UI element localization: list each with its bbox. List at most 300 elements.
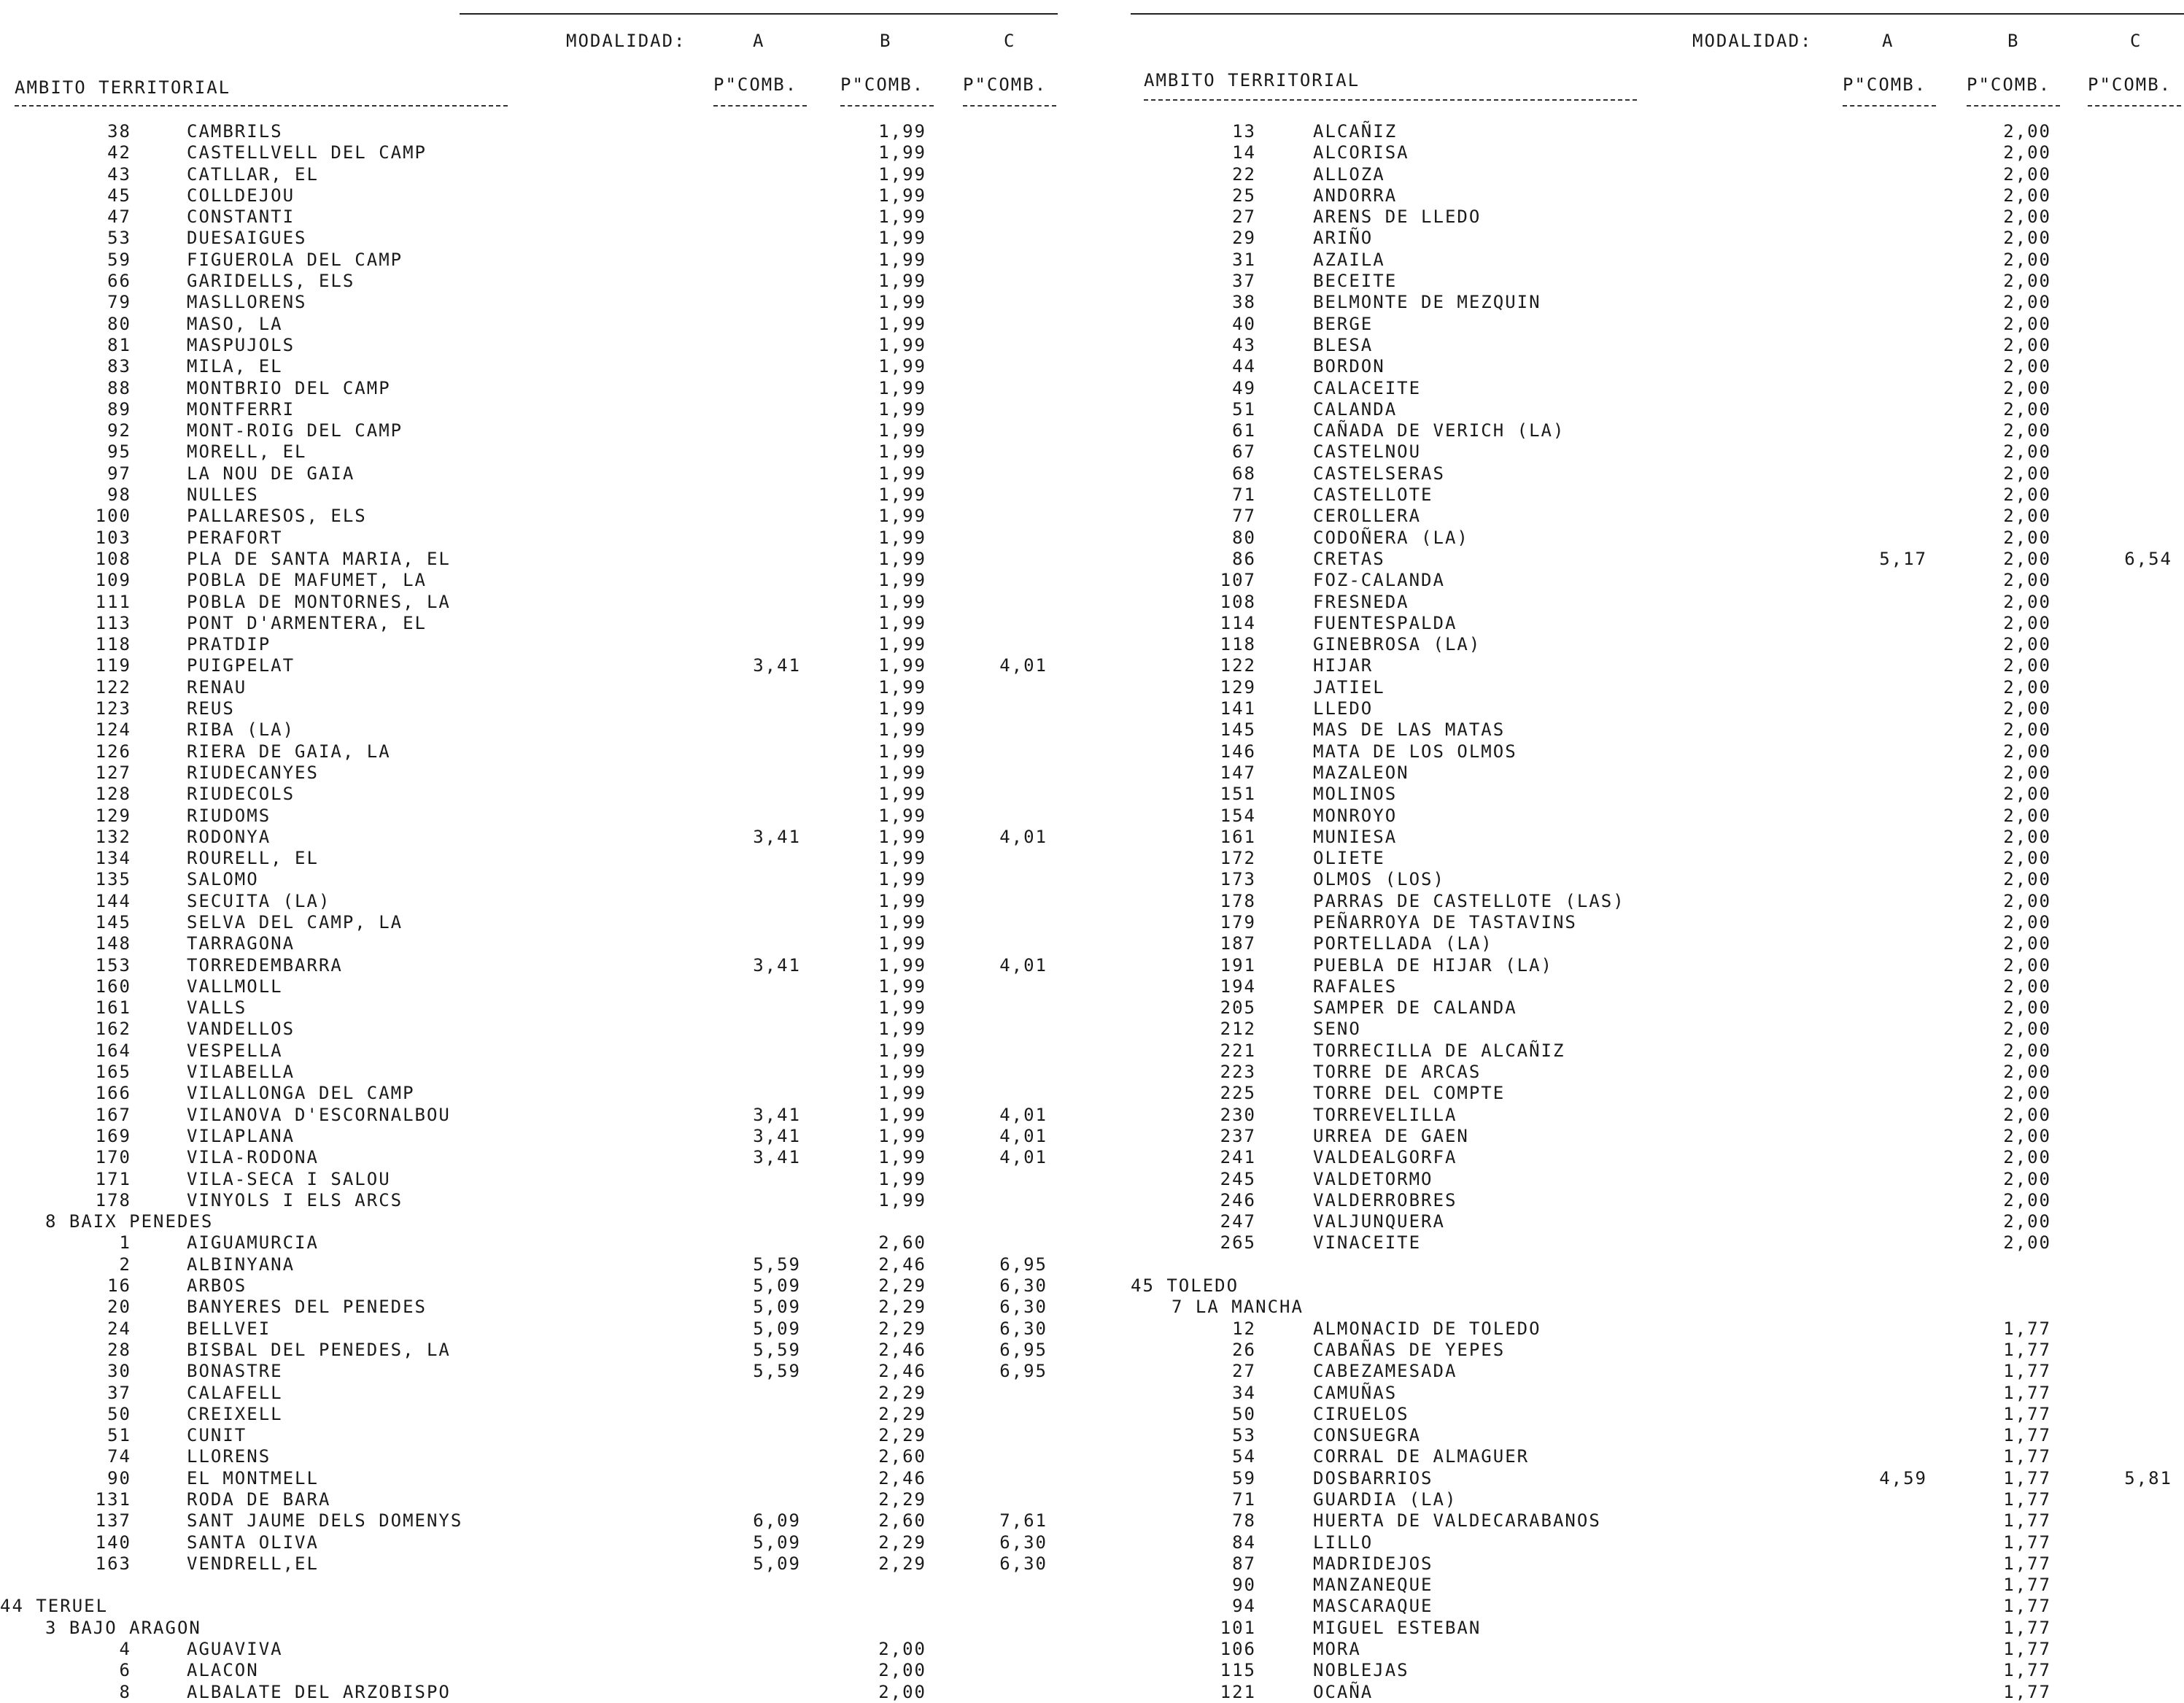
table-row: [0, 335, 1065, 356]
table-row: [0, 314, 1065, 335]
value-b: 1,99: [878, 1147, 926, 1168]
value-b: 2,00: [2003, 698, 2051, 719]
municipio-name: PRATDIP: [187, 634, 271, 655]
table-row: [0, 463, 1065, 484]
municipio-code: 141: [1220, 698, 1256, 719]
table-row: [1131, 719, 2184, 741]
table-row: [1131, 1383, 2184, 1404]
municipio-name: CREIXELL: [187, 1403, 283, 1424]
value-a: 3,41: [753, 1147, 801, 1168]
municipio-name: RODONYA: [187, 826, 271, 847]
value-c: 6,30: [999, 1318, 1048, 1339]
municipio-name: NOBLEJAS: [1313, 1660, 1409, 1681]
table-row: [1131, 827, 2184, 848]
value-c: 6,95: [999, 1339, 1048, 1360]
municipio-name: ARBOS: [187, 1275, 247, 1297]
municipio-name: NULLES: [187, 484, 259, 506]
table-row: [1131, 1105, 2184, 1126]
municipio-code: 178: [95, 1189, 131, 1210]
municipio-code: 53: [1232, 1425, 1256, 1446]
table-row: [1131, 570, 2184, 591]
col-letter-a: A: [1882, 31, 1894, 51]
value-b: 2,00: [878, 1660, 926, 1681]
municipio-name: MONTFERRI: [187, 398, 295, 420]
table-row: [0, 806, 1065, 827]
municipio-name: CONSUEGRA: [1313, 1425, 1422, 1446]
table-row: [1131, 1340, 2184, 1361]
municipio-name: VILALLONGA DEL CAMP: [187, 1083, 415, 1104]
municipio-code: 122: [1220, 655, 1256, 676]
table-row: [0, 441, 1065, 463]
municipio-name: PALLARESOS, ELS: [187, 506, 367, 527]
municipio-name: MORELL, EL: [187, 441, 307, 463]
table-row: [1131, 335, 2184, 356]
municipio-code: 59: [1232, 1467, 1256, 1488]
value-b: 2,00: [2003, 356, 2051, 377]
value-b: 2,60: [878, 1510, 926, 1532]
table-row: [0, 1019, 1065, 1040]
value-b: 2,00: [2003, 1211, 2051, 1232]
municipio-code: 241: [1220, 1147, 1256, 1168]
value-c: 6,30: [999, 1275, 1048, 1297]
value-b: 2,00: [2003, 1168, 2051, 1189]
value-a: 5,09: [753, 1532, 801, 1553]
value-a: 5,09: [753, 1297, 801, 1318]
value-b: 1,99: [878, 1062, 926, 1083]
table-row: [1131, 1510, 2184, 1532]
table-row: [0, 1083, 1065, 1104]
municipio-code: 37: [1232, 271, 1256, 292]
table-row: [1131, 1083, 2184, 1104]
table-row: [1131, 271, 2184, 292]
table-row: [1131, 314, 2184, 335]
value-c: 4,01: [999, 1104, 1048, 1125]
municipio-code: 164: [95, 1040, 131, 1061]
value-b: 2,46: [878, 1254, 926, 1275]
value-b: 2,00: [2003, 527, 2051, 548]
value-b: 1,99: [878, 163, 926, 185]
value-b: 2,00: [2003, 676, 2051, 698]
municipio-name: FOZ-CALANDA: [1313, 570, 1445, 591]
municipio-code: 80: [107, 313, 131, 334]
value-c: 4,01: [999, 1147, 1048, 1168]
municipio-name: ALACON: [187, 1660, 259, 1681]
municipio-name: BELLVEI: [187, 1318, 271, 1339]
table-row: [0, 206, 1065, 228]
table-row: [1131, 1532, 2184, 1553]
table-row: [1131, 806, 2184, 827]
value-b: 1,77: [2003, 1403, 2051, 1424]
municipio-name: CIRUELOS: [1313, 1403, 1409, 1424]
municipio-code: 74: [107, 1446, 131, 1467]
value-c: 6,30: [999, 1532, 1048, 1553]
municipio-name: TORREVELILLA: [1313, 1104, 1457, 1125]
municipio-name: MAS DE LAS MATAS: [1313, 719, 1506, 741]
municipio-code: 50: [107, 1403, 131, 1424]
ambito-header: AMBITO TERRITORIAL: [15, 77, 231, 98]
value-b: 2,00: [2003, 1040, 2051, 1061]
municipio-code: 13: [1232, 121, 1256, 142]
comarca-heading-row: [1131, 1297, 2184, 1318]
municipio-name: CASTELLVELL DEL CAMP: [187, 142, 427, 163]
table-row: [0, 719, 1065, 741]
municipio-code: 178: [1220, 890, 1256, 911]
municipio-name: VINACEITE: [1313, 1232, 1422, 1254]
table-row: [0, 1232, 1065, 1254]
table-row: [1131, 549, 2184, 570]
table-row: [0, 164, 1065, 185]
municipio-code: 8: [119, 1681, 131, 1702]
municipio-name: DOSBARRIOS: [1313, 1467, 1433, 1488]
value-b: 1,99: [878, 1040, 926, 1061]
municipio-name: MILA, EL: [187, 356, 283, 377]
municipio-code: 166: [95, 1083, 131, 1104]
municipio-name: MONROYO: [1313, 805, 1398, 826]
municipio-code: 53: [107, 228, 131, 249]
municipio-code: 221: [1220, 1040, 1256, 1061]
municipio-name: POBLA DE MONTORNES, LA: [187, 591, 451, 612]
municipio-code: 247: [1220, 1211, 1256, 1232]
municipio-code: 1: [119, 1232, 131, 1254]
table-row: [0, 1340, 1065, 1361]
municipio-code: 34: [1232, 1382, 1256, 1403]
value-b: 2,00: [878, 1681, 926, 1702]
value-b: 2,00: [2003, 441, 2051, 463]
municipio-code: 161: [1220, 826, 1256, 847]
value-b: 1,77: [2003, 1575, 2051, 1596]
table-row: [0, 271, 1065, 292]
table-row: [1131, 1147, 2184, 1168]
col-letter-b: B: [880, 31, 892, 51]
table-row: [1131, 1639, 2184, 1660]
table-row: [0, 655, 1065, 676]
value-b: 1,77: [2003, 1532, 2051, 1553]
table-row: [1131, 1682, 2184, 1703]
municipio-code: 129: [1220, 676, 1256, 698]
value-b: 1,77: [2003, 1318, 2051, 1339]
value-a: 3,41: [753, 655, 801, 676]
municipio-code: 51: [1232, 398, 1256, 420]
table-row: [0, 1489, 1065, 1510]
municipio-code: 28: [107, 1339, 131, 1360]
municipio-code: 42: [107, 142, 131, 163]
table-row: [0, 1510, 1065, 1532]
municipio-name: RIUDOMS: [187, 805, 271, 826]
municipio-name: CODOÑERA (LA): [1313, 527, 1469, 548]
municipio-code: 50: [1232, 1403, 1256, 1424]
value-b: 2,00: [2003, 997, 2051, 1019]
value-b: 1,99: [878, 484, 926, 506]
municipio-name: VESPELLA: [187, 1040, 283, 1061]
table-row: [0, 185, 1065, 206]
table-row: [1131, 762, 2184, 784]
municipio-code: 225: [1220, 1083, 1256, 1104]
ambito-header: AMBITO TERRITORIAL: [1144, 70, 1360, 90]
municipio-name: AZAILA: [1313, 249, 1385, 270]
municipio-name: REUS: [187, 698, 235, 719]
municipio-code: 173: [1220, 869, 1256, 890]
value-b: 1,99: [878, 527, 926, 548]
municipio-name: CALANDA: [1313, 398, 1398, 420]
table-row: [1131, 1318, 2184, 1340]
table-row: [1131, 1468, 2184, 1489]
municipio-name: TORRECILLA DE ALCAÑIZ: [1313, 1040, 1565, 1061]
municipio-code: 187: [1220, 933, 1256, 954]
col-letter-b: B: [2007, 31, 2020, 51]
table-row: [1131, 891, 2184, 912]
value-b: 2,00: [2003, 334, 2051, 355]
value-a: 3,41: [753, 826, 801, 847]
value-b: 2,00: [2003, 826, 2051, 847]
value-b: 1,99: [878, 997, 926, 1019]
spacer-row: [1131, 1254, 2184, 1275]
value-c: 6,95: [999, 1254, 1048, 1275]
municipio-code: 245: [1220, 1168, 1256, 1189]
value-b: 2,29: [878, 1403, 926, 1424]
value-b: 2,00: [2003, 548, 2051, 569]
value-b: 2,00: [2003, 142, 2051, 163]
municipio-code: 90: [107, 1467, 131, 1488]
value-c: 4,01: [999, 826, 1048, 847]
municipio-code: 144: [95, 890, 131, 911]
value-b: 1,99: [878, 784, 926, 805]
municipio-code: 114: [1220, 612, 1256, 633]
municipio-name: BONASTRE: [187, 1361, 283, 1382]
table-row: [1131, 955, 2184, 976]
municipio-code: 54: [1232, 1446, 1256, 1467]
municipio-code: 145: [1220, 719, 1256, 741]
municipio-name: VILA-SECA I SALOU: [187, 1168, 391, 1189]
municipio-code: 25: [1232, 185, 1256, 206]
municipio-name: BECEITE: [1313, 271, 1398, 292]
value-b: 1,77: [2003, 1596, 2051, 1617]
col-letter-c: C: [1004, 31, 1016, 51]
value-b: 1,99: [878, 398, 926, 420]
municipio-code: 84: [1232, 1532, 1256, 1553]
municipio-name: CRETAS: [1313, 548, 1385, 569]
table-row: [0, 1147, 1065, 1168]
modalidad-label: MODALIDAD:: [566, 31, 686, 51]
municipio-name: CONSTANTI: [187, 206, 295, 228]
value-b: 1,77: [2003, 1639, 2051, 1660]
value-a: 3,41: [753, 1104, 801, 1125]
value-a: 5,09: [753, 1553, 801, 1574]
municipio-name: SAMPER DE CALANDA: [1313, 997, 1517, 1019]
table-row: [1131, 997, 2184, 1019]
municipio-name: GARIDELLS, ELS: [187, 271, 355, 292]
top-rule: [460, 13, 1058, 15]
municipio-name: MOLINOS: [1313, 784, 1398, 805]
table-row: [1131, 848, 2184, 869]
value-a: 3,41: [753, 1125, 801, 1146]
municipio-code: 151: [1220, 784, 1256, 805]
value-b: 1,99: [878, 848, 926, 869]
table-row: [0, 420, 1065, 441]
municipio-code: 4: [119, 1639, 131, 1660]
value-b: 1,77: [2003, 1660, 2051, 1681]
value-b: 1,77: [2003, 1510, 2051, 1532]
value-b: 2,00: [2003, 1232, 2051, 1254]
value-b: 1,99: [878, 719, 926, 741]
municipio-code: 27: [1232, 1361, 1256, 1382]
value-b: 1,99: [878, 911, 926, 932]
municipio-name: PERAFORT: [187, 527, 283, 548]
municipio-code: 77: [1232, 506, 1256, 527]
table-row: [0, 1254, 1065, 1275]
value-b: 2,46: [878, 1361, 926, 1382]
municipio-name: LILLO: [1313, 1532, 1374, 1553]
municipio-code: 24: [107, 1318, 131, 1339]
municipio-name: MASPUJOLS: [187, 334, 295, 355]
municipio-name: FUENTESPALDA: [1313, 612, 1457, 633]
municipio-code: 128: [95, 784, 131, 805]
value-b: 1,99: [878, 441, 926, 463]
municipio-name: MASCARAQUE: [1313, 1596, 1433, 1617]
municipio-code: 95: [107, 441, 131, 463]
table-row: [0, 1105, 1065, 1126]
municipio-name: VALLS: [187, 997, 247, 1019]
municipio-name: AGUAVIVA: [187, 1639, 283, 1660]
municipio-code: 51: [107, 1425, 131, 1446]
value-c: 5,81: [2124, 1467, 2172, 1488]
municipio-code: 140: [95, 1532, 131, 1553]
value-a: 5,17: [1879, 548, 1927, 569]
municipio-name: TORRE DEL COMPTE: [1313, 1083, 1506, 1104]
table-row: [0, 698, 1065, 719]
value-b: 2,60: [878, 1232, 926, 1254]
municipio-code: 90: [1232, 1575, 1256, 1596]
value-b: 2,00: [2003, 463, 2051, 484]
value-b: 1,99: [878, 185, 926, 206]
header-dash-rule: [1967, 105, 2060, 107]
municipio-code: 38: [1232, 292, 1256, 313]
municipio-name: VILA-RODONA: [187, 1147, 319, 1168]
municipio-name: PARRAS DE CASTELLOTE (LAS): [1313, 890, 1625, 911]
header-dash-rule: [963, 105, 1056, 107]
municipio-code: 145: [95, 911, 131, 932]
municipio-code: 223: [1220, 1062, 1256, 1083]
value-b: 1,99: [878, 121, 926, 142]
table-row: [0, 1639, 1065, 1660]
value-b: 2,00: [2003, 1147, 2051, 1168]
table-row: [1131, 1404, 2184, 1425]
municipio-code: 106: [1220, 1639, 1256, 1660]
municipio-name: URREA DE GAEN: [1313, 1125, 1469, 1146]
value-b: 1,77: [2003, 1489, 2051, 1510]
municipio-name: CALAFELL: [187, 1382, 283, 1403]
value-b: 2,00: [2003, 1125, 2051, 1146]
municipio-code: 147: [1220, 762, 1256, 783]
value-b: 2,00: [878, 1639, 926, 1660]
municipio-name: PEÑARROYA DE TASTAVINS: [1313, 911, 1577, 932]
municipio-name: RENAU: [187, 676, 247, 698]
municipio-name: VALDEALGORFA: [1313, 1147, 1457, 1168]
value-b: 2,00: [2003, 762, 2051, 783]
municipio-code: 135: [95, 869, 131, 890]
value-b: 1,77: [2003, 1553, 2051, 1574]
municipio-name: SANTA OLIVA: [187, 1532, 319, 1553]
municipio-name: CUNIT: [187, 1425, 247, 1446]
table-row: [1131, 528, 2184, 549]
municipio-code: 14: [1232, 142, 1256, 163]
value-b: 1,99: [878, 954, 926, 976]
province-heading-row: [1131, 1275, 2184, 1297]
table-row: [1131, 592, 2184, 613]
municipio-code: 89: [107, 398, 131, 420]
municipio-name: MORA: [1313, 1639, 1361, 1660]
municipio-name: MIGUEL ESTEBAN: [1313, 1617, 1482, 1638]
table-row: [1131, 912, 2184, 933]
municipio-code: 6: [119, 1660, 131, 1681]
municipio-code: 153: [95, 954, 131, 976]
municipio-code: 109: [95, 570, 131, 591]
table-row: [0, 1468, 1065, 1489]
municipio-code: 67: [1232, 441, 1256, 463]
municipio-name: ALLOZA: [1313, 163, 1385, 185]
municipio-name: TORRE DE ARCAS: [1313, 1062, 1482, 1083]
table-row: [0, 784, 1065, 805]
table-row: [1131, 441, 2184, 463]
value-b: 1,99: [878, 1168, 926, 1189]
municipio-name: MAZALEON: [1313, 762, 1409, 783]
table-row: [1131, 933, 2184, 954]
table-row: [0, 1190, 1065, 1211]
municipio-code: 230: [1220, 1104, 1256, 1125]
municipio-code: 237: [1220, 1125, 1256, 1146]
value-b: 2,00: [2003, 1189, 2051, 1210]
table-row: [1131, 1062, 2184, 1083]
municipio-name: GUARDIA (LA): [1313, 1489, 1457, 1510]
table-row: [1131, 121, 2184, 142]
value-b: 1,99: [878, 313, 926, 334]
municipio-code: 179: [1220, 911, 1256, 932]
header-dash-rule: [2088, 105, 2181, 107]
municipio-name: CABAÑAS DE YEPES: [1313, 1339, 1506, 1360]
municipio-name: PUEBLA DE HIJAR (LA): [1313, 954, 1553, 976]
municipio-code: 108: [1220, 591, 1256, 612]
value-b: 1,99: [878, 249, 926, 270]
value-b: 1,99: [878, 142, 926, 163]
value-b: 2,00: [2003, 612, 2051, 633]
municipio-name: ROURELL, EL: [187, 848, 319, 869]
value-a: 5,59: [753, 1361, 801, 1382]
value-b: 1,99: [878, 334, 926, 355]
municipio-code: 212: [1220, 1019, 1256, 1040]
value-b: 2,00: [2003, 976, 2051, 997]
municipio-name: VILAPLANA: [187, 1125, 295, 1146]
municipio-name: CORRAL DE ALMAGUER: [1313, 1446, 1530, 1467]
value-b: 2,00: [2003, 206, 2051, 228]
municipio-code: 26: [1232, 1339, 1256, 1360]
value-c: 6,95: [999, 1361, 1048, 1382]
table-row: [1131, 1575, 2184, 1596]
municipio-code: 2: [119, 1254, 131, 1275]
municipio-name: ALCORISA: [1313, 142, 1409, 163]
table-row: [1131, 1553, 2184, 1575]
table-row: [1131, 506, 2184, 527]
value-b: 1,77: [2003, 1446, 2051, 1467]
municipio-name: ALBALATE DEL ARZOBISPO: [187, 1681, 451, 1702]
value-b: 1,99: [878, 805, 926, 826]
value-b: 1,99: [878, 206, 926, 228]
value-b: 2,46: [878, 1339, 926, 1360]
municipio-name: SECUITA (LA): [187, 890, 331, 911]
table-row: [1131, 356, 2184, 377]
table-row: [1131, 698, 2184, 719]
municipio-name: RAFALES: [1313, 976, 1398, 997]
header-dash-rule: [1843, 105, 1936, 107]
table-row: [0, 1275, 1065, 1297]
